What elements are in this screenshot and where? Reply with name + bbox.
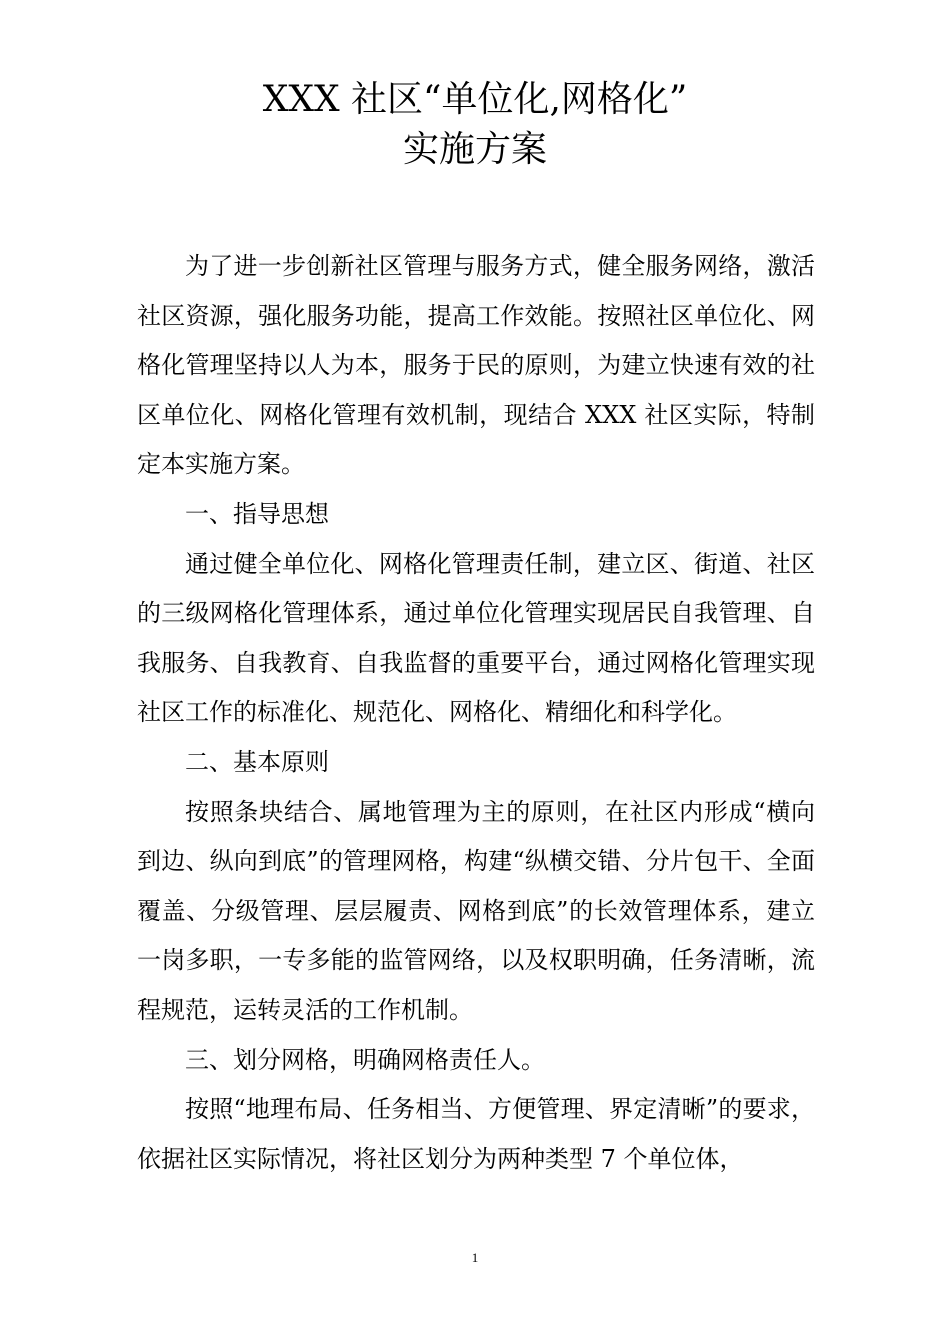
paragraph-basic-principles: 按照条块结合、属地管理为主的原则，在社区内形成“横向到边、纵向到底”的管理网格，构建“纵横交错、分片包干、全面覆盖、分级管理、层层履责、网格到底”的长效管理体系，建立一岗多职，一专多能的监管网络，以及权职明确，任务清晰，流程规范，运转灵活的工作机制。 [137, 797, 815, 1024]
document-title-line1: XXX 社区“单位化,网格化” [262, 79, 688, 120]
paragraph-intro: 为了进一步创新社区管理与服务方式，健全服务网络，激活社区资源，强化服务功能，提高工作效能。按照社区单位化、网格化管理坚持以人为本，服务于民的原则，为建立快速有效的社区单位化、网格化管理有效机制，现结合 XXX 社区实际，特制定本实施方案。 [137, 252, 815, 479]
section-heading-basic-principles: 二、基本原则 [185, 747, 329, 776]
page-number: 1 [471, 1250, 479, 1265]
paragraph-guiding-ideology: 通过健全单位化、网格化管理责任制，建立区、街道、社区的三级网格化管理体系，通过单位化管理实现居民自我管理、自我服务、自我教育、自我监督的重要平台，通过网格化管理实现社区工作的标准化、规范化、网格化、精细化和科学化。 [137, 549, 815, 727]
document-title-line2: 实施方案 [402, 129, 547, 170]
document-body [137, 242, 815, 1184]
section-heading-guiding-ideology: 一、指导思想 [185, 499, 329, 528]
paragraph-grid-division: 按照“地理布局、任务相当、方便管理、界定清晰”的要求，依据社区实际情况，将社区划分为两种类型 7 个单位体， [137, 1095, 815, 1173]
section-heading-grid-division: 三、划分网格，明确网格责任人。 [185, 1045, 545, 1074]
